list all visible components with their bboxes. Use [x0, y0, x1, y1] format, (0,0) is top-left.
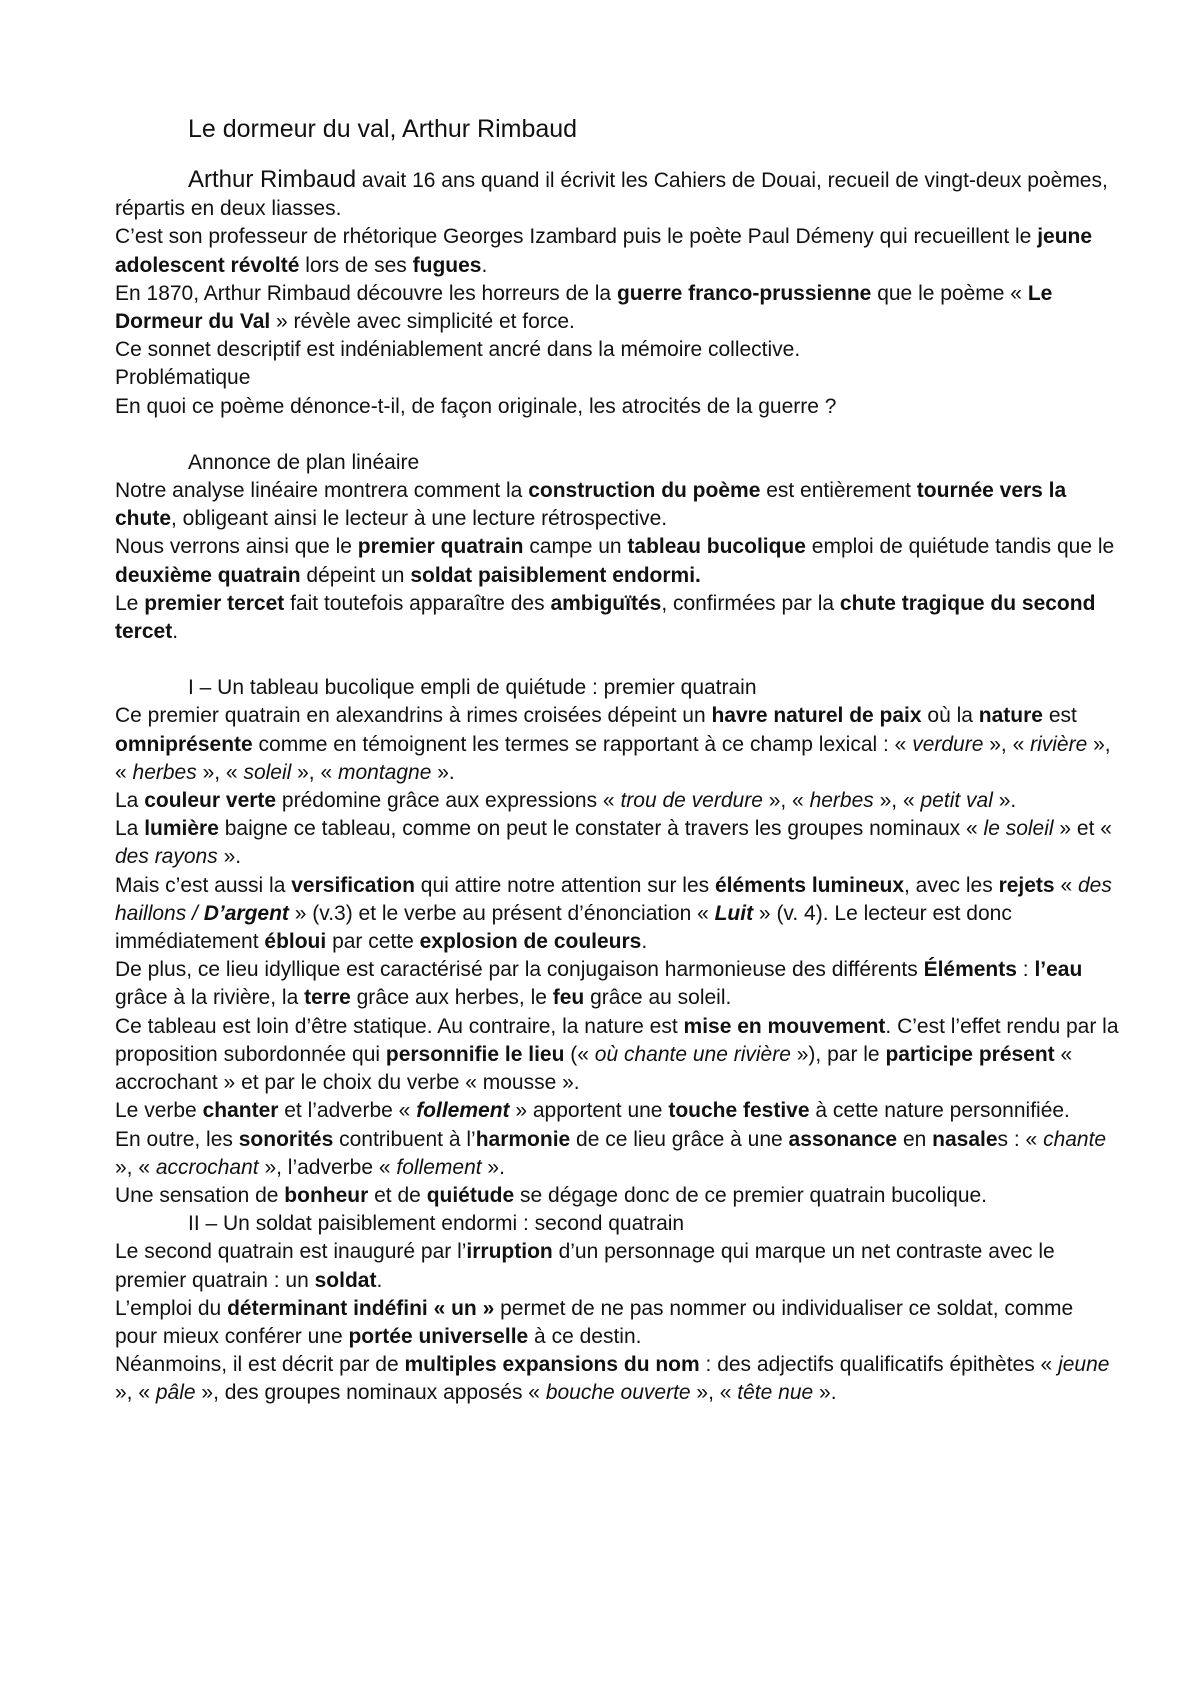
- problematique-label: Problématique: [115, 366, 251, 390]
- part1-paragraph-8: En outre, les sonorités contribuent à l’harmonie de ce lieu grâce à une assonance en nasales : « chante », « accrochant », l’adverbe « follement ».: [115, 1127, 1107, 1179]
- problematique-question: En quoi ce poème dénonce-t-il, de façon originale, les atrocités de la guerre ?: [115, 394, 837, 418]
- part2-paragraph-2: L’emploi du déterminant indéfini « un » permet de ne pas nommer ou individualiser ce soldat, comme pour mieux conférer une portée universelle à ce destin.: [115, 1296, 1074, 1348]
- plan-paragraph-1: Notre analyse linéaire montrera comment la construction du poème est entièrement tournée vers la chute, obligeant ainsi le lecteur à une lecture rétrospective.: [115, 479, 1067, 531]
- part1-heading: I – Un tableau bucolique empli de quiétude : premier quatrain: [188, 676, 757, 700]
- intro-paragraph-4: Ce sonnet descriptif est indéniablement ancré dans la mémoire collective.: [115, 338, 801, 362]
- part1-paragraph-4: Mais c’est aussi la versification qui attire notre attention sur les éléments lumineux, avec les rejets « des haillons / D’argent » (v.3) et le verbe au présent d’énonciation « Luit » (v. 4). Le lecteur est donc immédiatement ébloui par cette explosion de couleurs.: [115, 873, 1112, 954]
- part2-paragraph-1: Le second quatrain est inauguré par l’irruption d’un personnage qui marque un net contraste avec le premier quatrain : un soldat.: [115, 1240, 1055, 1292]
- part2-paragraph-3: Néanmoins, il est décrit par de multiples expansions du nom : des adjectifs qualificatifs épithètes « jeune », « pâle », des groupes nominaux apposés « bouche ouverte », « tête nue ».: [115, 1353, 1110, 1405]
- intro-paragraph-2: C’est son professeur de rhétorique Georges Izambard puis le poète Paul Démeny qui recueillent le jeune adolescent révolté lors de ses fugues.: [115, 225, 1093, 277]
- plan-paragraph-2: Nous verrons ainsi que le premier quatrain campe un tableau bucolique emploi de quiétude tandis que le deuxième quatrain dépeint un soldat paisiblement endormi.: [115, 535, 1115, 587]
- document-title: Le dormeur du val, Arthur Rimbaud: [188, 115, 578, 143]
- part1-paragraph-5: De plus, ce lieu idyllique est caractérisé par la conjugaison harmonieuse des différents Éléments : l’eau grâce à la rivière, la terre grâce aux herbes, le feu grâce au soleil.: [115, 958, 1083, 1010]
- part1-paragraph-9: Une sensation de bonheur et de quiétude se dégage donc de ce premier quatrain bucolique.: [115, 1183, 988, 1207]
- part1-paragraph-6: Ce tableau est loin d’être statique. Au contraire, la nature est mise en mouvement. C’est l’effet rendu par la proposition subordonnée qui personnifie le lieu (« où chante une rivière »), par le participe présent « accrochant » et par le choix du verbe « mousse ».: [115, 1014, 1119, 1095]
- part1-paragraph-1: Ce premier quatrain en alexandrins à rimes croisées dépeint un havre naturel de paix où la nature est omniprésente comme en témoignent les termes se rapportant à ce champ lexical : « verdure », « rivière », « herbes », « soleil », « montagne ».: [115, 704, 1111, 784]
- plan-paragraph-3: Le premier tercet fait toutefois apparaître des ambiguïtés, confirmées par la chute tragique du second tercet.: [115, 591, 1096, 644]
- part2-heading: II – Un soldat paisiblement endormi : second quatrain: [188, 1212, 685, 1236]
- part1-paragraph-7: Le verbe chanter et l’adverbe « follement » apportent une touche festive à cette nature personnifiée.: [115, 1099, 1070, 1123]
- spacer: [115, 421, 1120, 449]
- plan-heading: Annonce de plan linéaire: [188, 450, 420, 474]
- intro-paragraph-1: Arthur Rimbaud avait 16 ans quand il écrivit les Cahiers de Douai, recueil de vingt-deux poèmes, répartis en deux liasses.: [115, 166, 1108, 221]
- part1-paragraph-2: La couleur verte prédomine grâce aux expressions « trou de verdure », « herbes », « petit val ».: [115, 789, 1017, 813]
- author-name: Arthur Rimbaud: [188, 166, 357, 193]
- intro-paragraph-3: En 1870, Arthur Rimbaud découvre les horreurs de la guerre franco-prussienne que le poème « Le Dormeur du Val » révèle avec simplicité et force.: [115, 281, 1053, 334]
- spacer: [115, 646, 1120, 674]
- part1-paragraph-3: La lumière baigne ce tableau, comme on peut le constater à travers les groupes nominaux « le soleil » et « des rayons ».: [115, 817, 1112, 869]
